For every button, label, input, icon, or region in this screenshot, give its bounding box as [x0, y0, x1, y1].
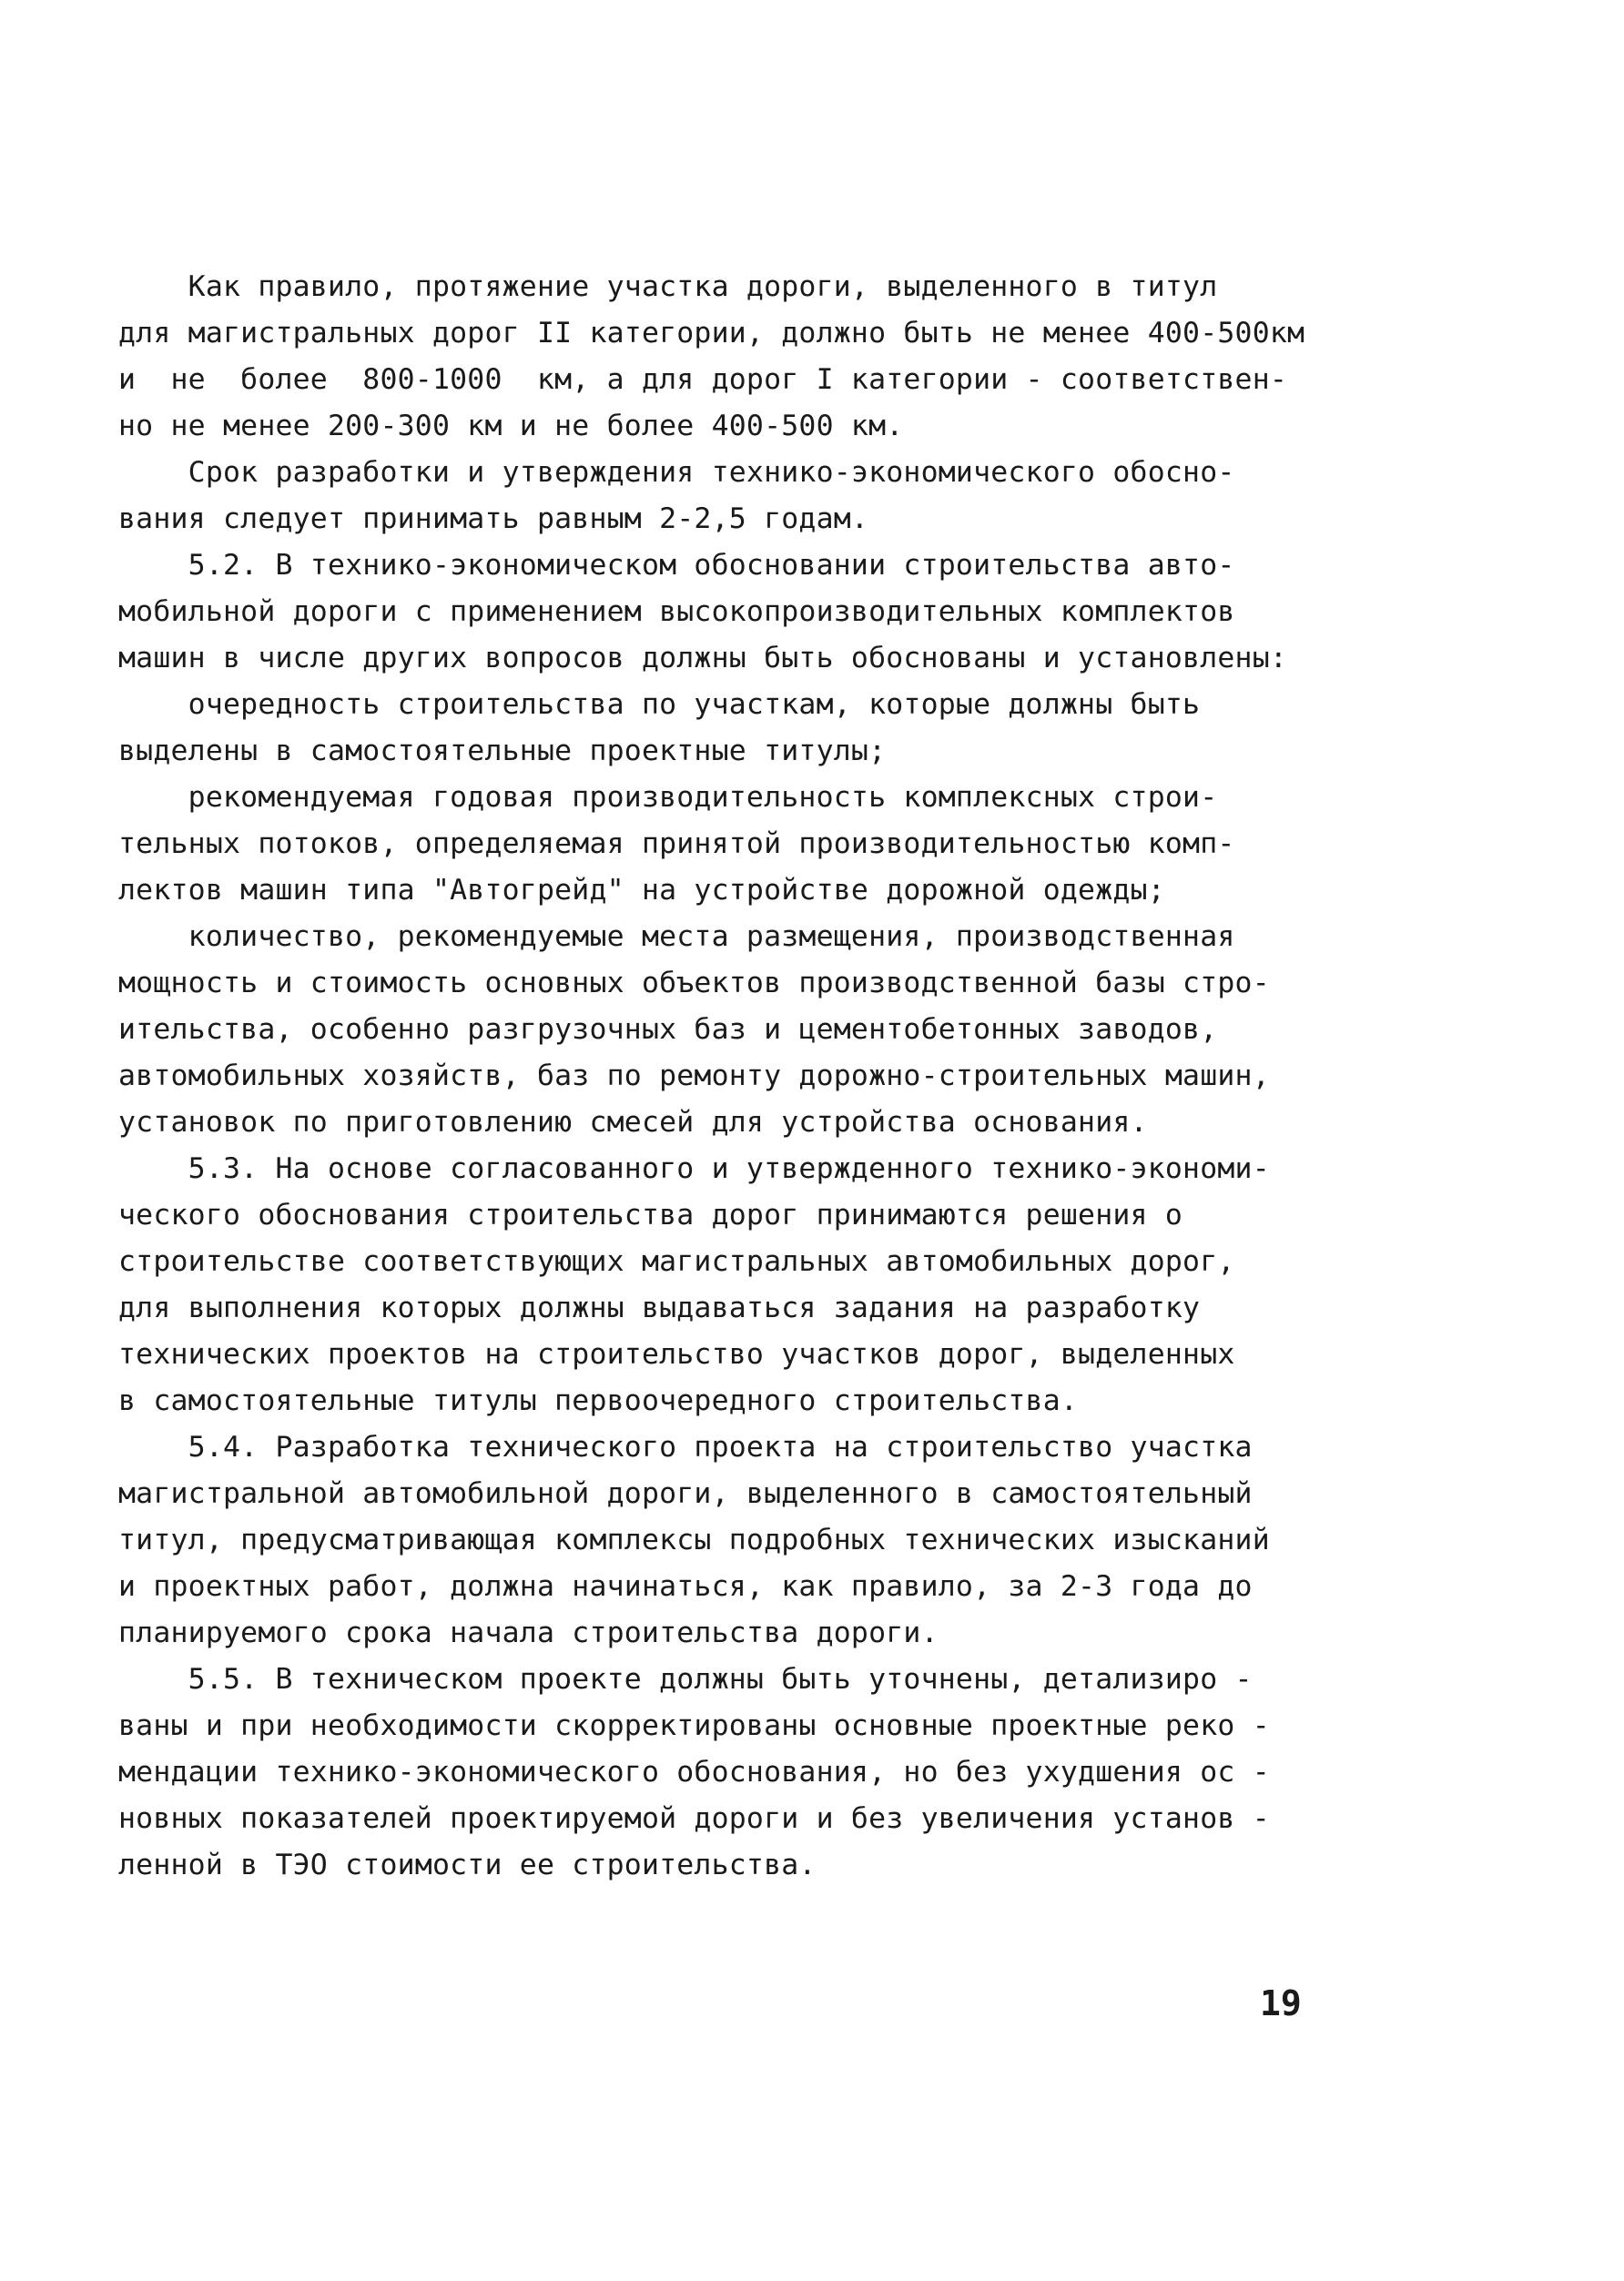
text-line: и не более 800-1000 км, а для дорог I категории - соответствен- [118, 363, 1288, 396]
text-line: очередность строительства по участкам, которые должны быть [118, 688, 1201, 721]
text-line: тельных потоков, определяемая принятой производительностью комп- [118, 827, 1235, 860]
text-line: вания следует принимать равным 2-2,5 годам. [118, 502, 869, 535]
text-line: Как правило, протяжение участка дороги, выделенного в титул [118, 270, 1218, 303]
text-line: выделены в самостоятельные проектные титулы; [118, 735, 887, 767]
text-line: но не менее 200-300 км и не более 400-500 км. [118, 410, 904, 442]
text-line: титул, предусматривающая комплексы подробных технических изысканий [118, 1524, 1270, 1556]
text-line: магистральной автомобильной дороги, выделенного в самостоятельный [118, 1477, 1253, 1510]
text-line: Срок разработки и утверждения технико-экономического обосно- [118, 456, 1235, 489]
text-line: строительстве соответствующих магистральных автомобильных дорог, [118, 1245, 1235, 1278]
text-line: технических проектов на строительство участков дорог, выделенных [118, 1338, 1235, 1371]
text-line: 5.5. В техническом проекте должны быть уточнены, детализиро - [118, 1663, 1253, 1696]
text-line: лектов машин типа "Автогрейд" на устройстве дорожной одежды; [118, 874, 1165, 907]
text-line: мобильной дороги с применением высокопроизводительных комплектов [118, 595, 1235, 628]
body-text [118, 264, 1365, 1889]
text-line: для магистральных дорог II категории, должно быть не менее 400-500км [118, 317, 1305, 350]
text-line: ленной в ТЭО стоимости ее строительства. [118, 1849, 817, 1881]
text-line: ваны и при необходимости скорректированы основные проектные реко - [118, 1709, 1270, 1742]
text-line: новных показателей проектируемой дороги и без увеличения установ - [118, 1802, 1270, 1835]
text-line: рекомендуемая годовая производительность комплексных строи- [118, 781, 1218, 814]
text-line: ительства, особенно разгрузочных баз и цементобетонных заводов, [118, 1013, 1218, 1046]
text-line: количество, рекомендуемые места размещения, производственная [118, 920, 1235, 953]
text-line: мендации технико-экономического обоснования, но без ухудшения ос - [118, 1756, 1270, 1789]
text-line: в самостоятельные титулы первоочередного строительства. [118, 1384, 1079, 1417]
text-line: для выполнения которых должны выдаваться задания на разработку [118, 1292, 1201, 1324]
text-line: планируемого срока начала строительства дороги. [118, 1617, 939, 1649]
text-line: мощность и стоимость основных объектов производственной базы стро- [118, 967, 1270, 999]
text-line: 5.4. Разработка технического проекта на строительство участка [118, 1431, 1253, 1464]
text-line: автомобильных хозяйств, баз по ремонту дорожно-строительных машин, [118, 1059, 1270, 1092]
text-line: и проектных работ, должна начинаться, как правило, за 2-3 года до [118, 1570, 1253, 1603]
text-line: ческого обоснования строительства дорог принимаются решения о [118, 1199, 1183, 1232]
page-number: 19 [1260, 1983, 1302, 2023]
text-line: 5.3. На основе согласованного и утвержденного технико-экономи- [118, 1152, 1270, 1185]
text-line: машин в числе других вопросов должны быть обоснованы и установлены: [118, 642, 1288, 674]
text-line: 5.2. В технико-экономическом обосновании строительства авто- [118, 549, 1235, 582]
text-line: установок по приготовлению смесей для устройства основания. [118, 1106, 1148, 1139]
